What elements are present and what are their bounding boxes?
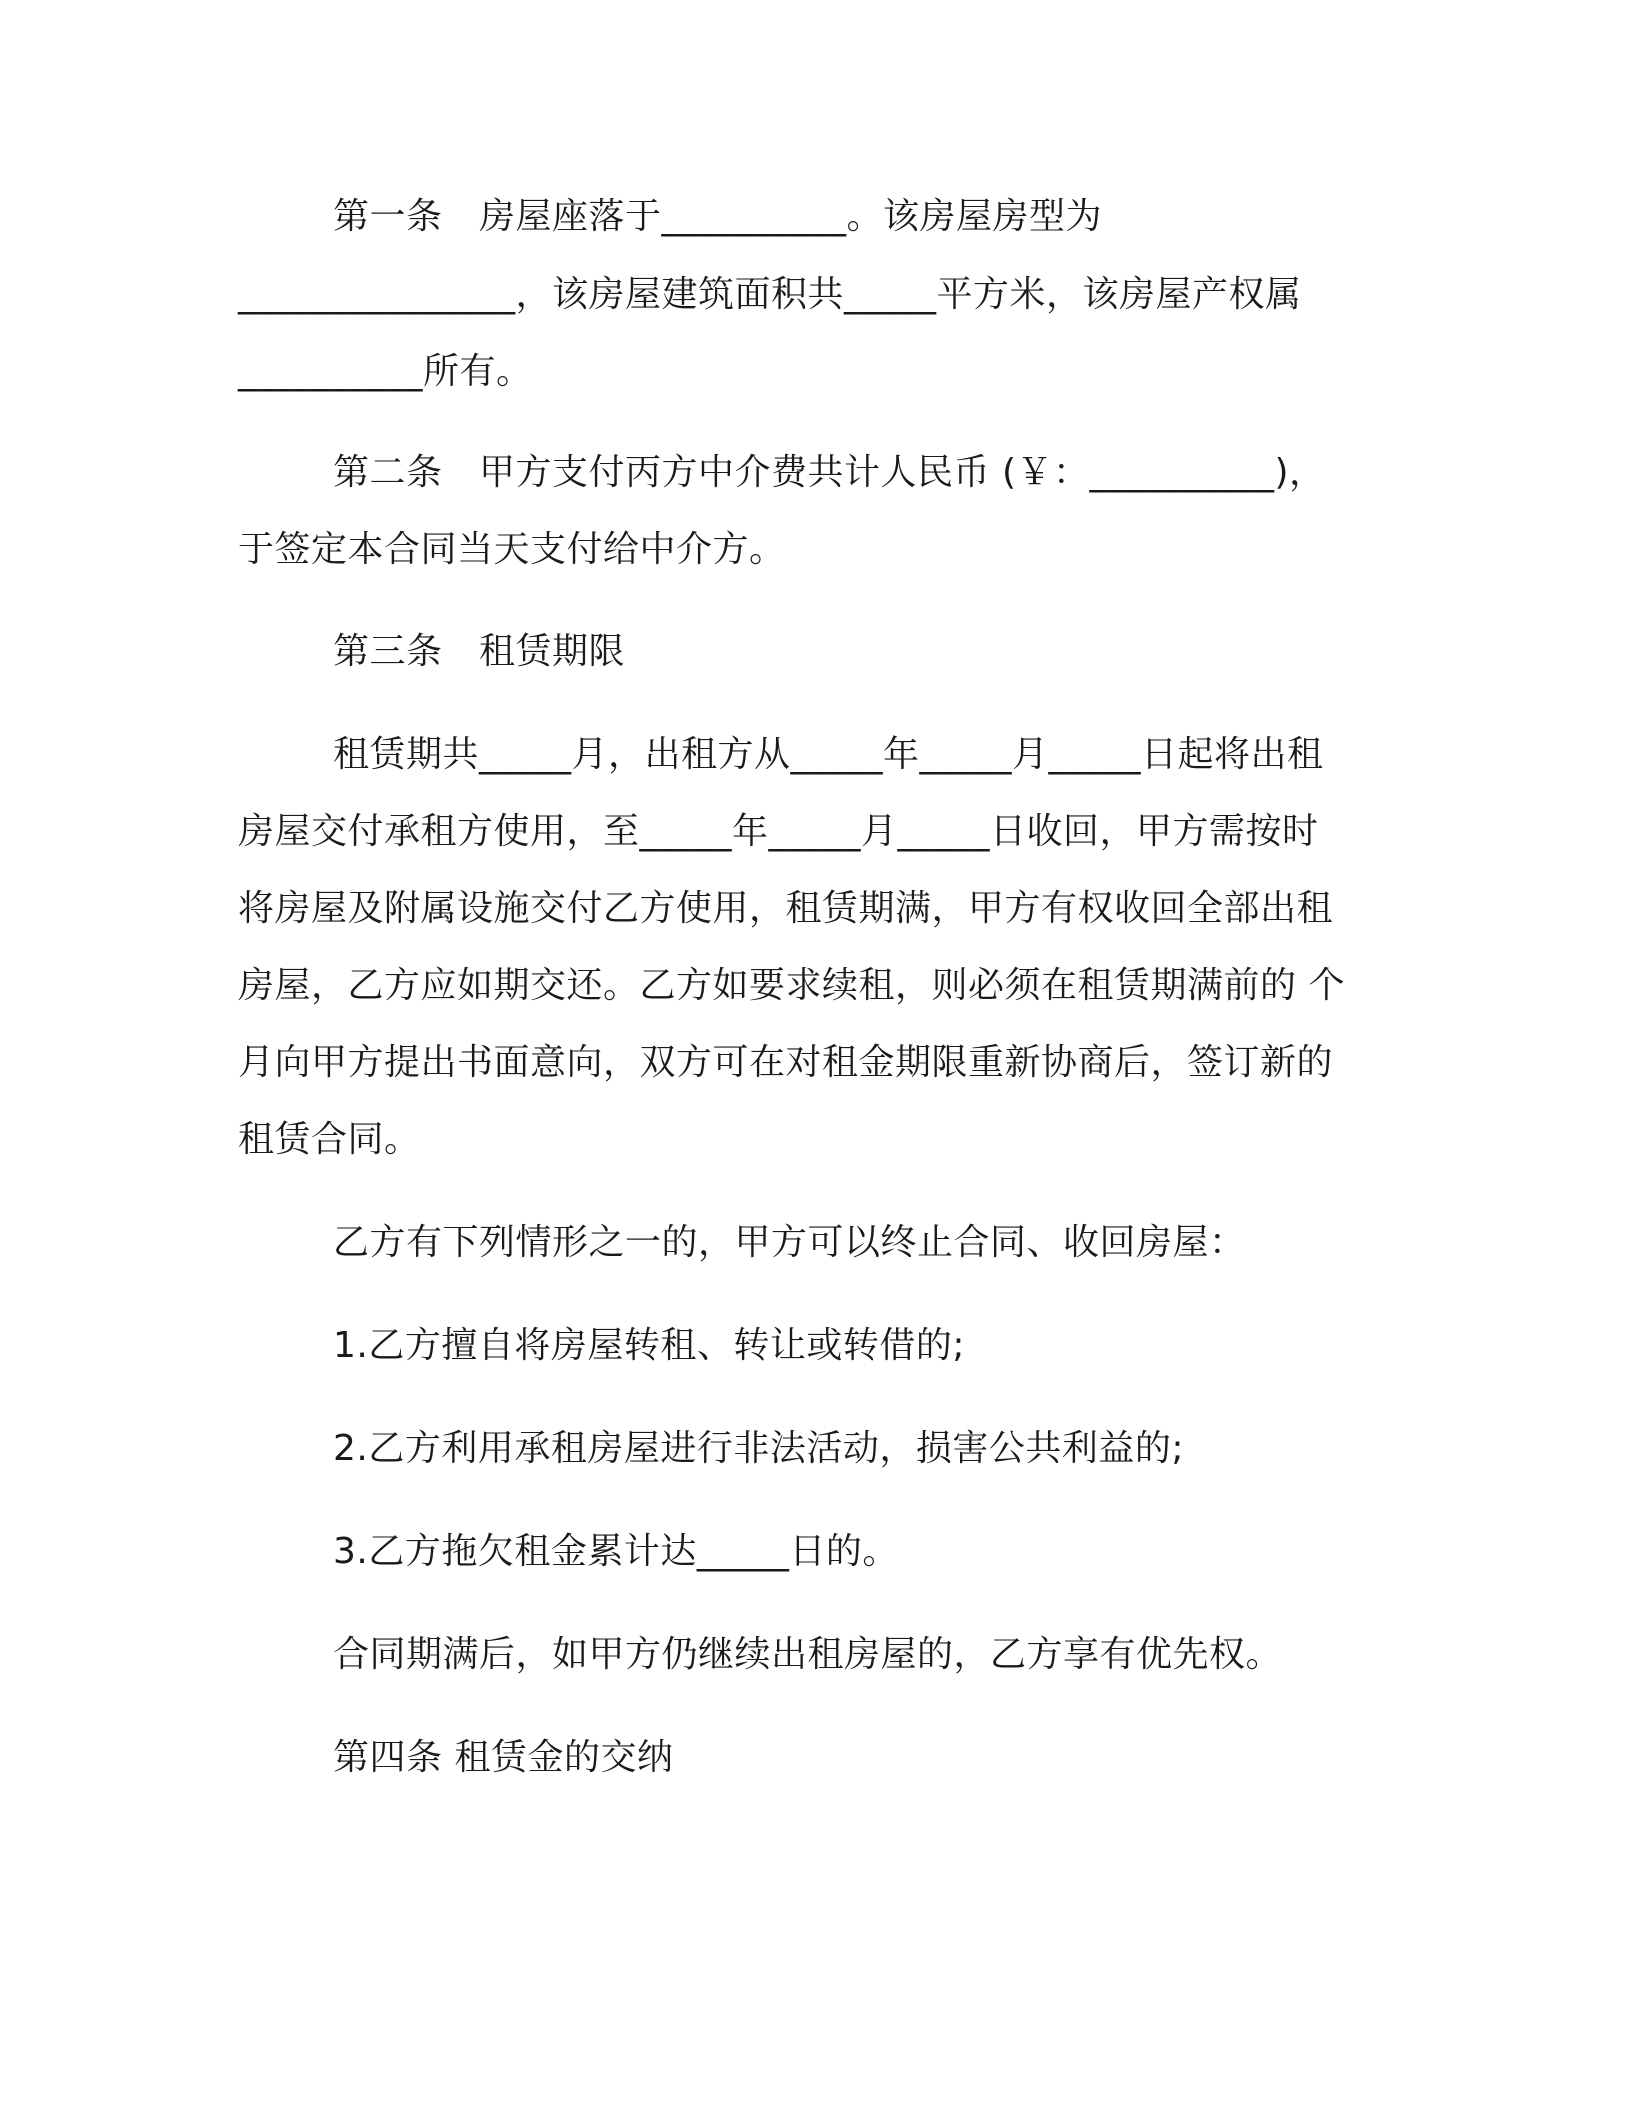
termination-item-3: 3.乙方拖欠租金累计达_____日的。 — [333, 1531, 899, 1572]
article-2-line-2: 于签定本合同当天支付给中介方。 — [238, 529, 786, 570]
lease-term-line-3: 将房屋及附属设施交付乙方使用，租赁期满，甲方有权收回全部出租 — [238, 888, 1334, 929]
priority-clause: 合同期满后，如甲方仍继续出租房屋的，乙方享有优先权。 — [333, 1634, 1283, 1675]
lease-term-line-5: 月向甲方提出书面意向，双方可在对租金期限重新协商后，签订新的 — [238, 1042, 1334, 1083]
lease-term-line-4: 房屋，乙方应如期交还。乙方如要求续租，则必须在租赁期满前的 个 — [238, 965, 1345, 1006]
termination-item-1: 1.乙方擅自将房屋转租、转让或转借的; — [333, 1325, 965, 1366]
article-1-line-1: 第一条 房屋座落于__________。该房屋房型为 — [333, 196, 1103, 237]
lease-term-line-1: 租赁期共_____月，出租方从_____年_____月_____日起将出租 — [333, 734, 1324, 775]
article-4-heading: 第四条 租赁金的交纳 — [333, 1737, 674, 1778]
lease-term-line-6: 租赁合同。 — [238, 1119, 421, 1160]
lease-term-line-2: 房屋交付承租方使用，至_____年_____月_____日收回，甲方需按时 — [238, 811, 1319, 852]
article-1-line-3: __________所有。 — [238, 351, 533, 392]
article-2-line-1: 第二条 甲方支付丙方中介费共计人民币 (￥：__________)， — [333, 452, 1326, 493]
termination-intro: 乙方有下列情形之一的，甲方可以终止合同、收回房屋： — [333, 1222, 1246, 1263]
termination-item-2: 2.乙方利用承租房屋进行非法活动，损害公共利益的; — [333, 1428, 1184, 1469]
article-3-heading: 第三条 租赁期限 — [333, 631, 626, 672]
article-1-line-2: _______________，该房屋建筑面积共_____平方米，该房屋产权属 — [238, 274, 1302, 315]
